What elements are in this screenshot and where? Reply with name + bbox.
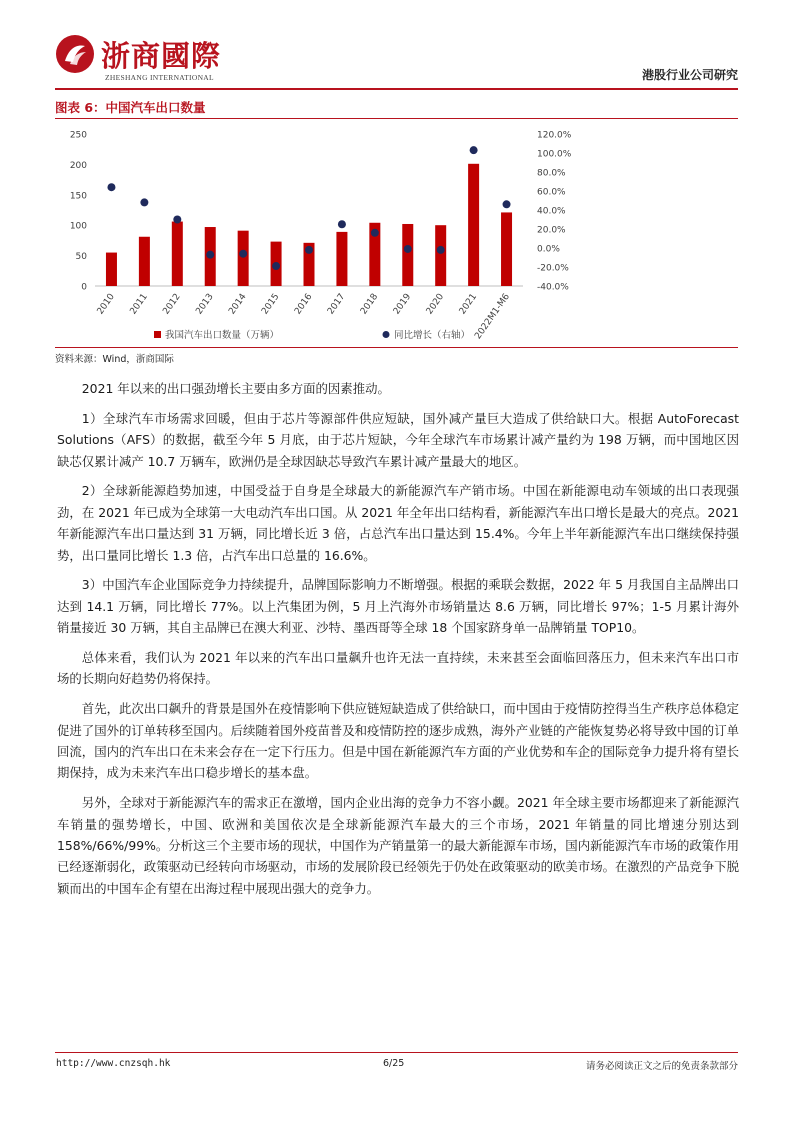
x-tick-label: 2021 [457, 291, 480, 317]
y-tick-right: 120.0% [537, 130, 572, 141]
footer-url[interactable]: http://www.cnzsqh.hk [56, 1058, 171, 1069]
x-tick-label: 2022M1-M6 [473, 291, 512, 342]
data-point [140, 198, 148, 206]
data-point [503, 200, 511, 208]
x-tick-label: 2010 [95, 291, 117, 317]
y-tick-left: 0 [81, 282, 87, 293]
data-point [107, 183, 115, 191]
figure-source: 资料来源：Wind，浙商国际 [55, 354, 174, 365]
page-header [55, 30, 738, 84]
figure-title-divider [55, 118, 738, 119]
export-chart [55, 122, 738, 346]
bar [238, 231, 249, 286]
paragraph: 首先，此次出口飙升的背景是国外在疫情影响下供应链短缺造成了供给缺口，而中国由于疫情防控得当生产秩序总体稳定促进了国外的订单转移至国内。后续随着国外疫苗普及和疫情防控的逐步成熟，海外产业链的产能恢复势必将导致中国的订单回流，国内的汽车出口在未来会存在一定下行压力。但是中国在新能源汽车方面的产业优势和车企的国际竞争力提升将有望长期保持，成为未来汽车出口稳步增长的基本盘。 [57, 701, 739, 781]
data-point [470, 146, 478, 154]
legend-bar-label: 我国汽车出口数量（万辆） [165, 330, 280, 341]
data-point [272, 262, 280, 270]
paragraph: 2）全球新能源趋势加速，中国受益于自身是全球最大的新能源汽车产销市场。中国在新能源电动车领域的出口表现强劲，在 2021 年已成为全球第一大电动汽车出口国。从 2021 年全年出口结构看，新能源汽车出口增长是最大的亮点。2021 年新能源汽车出口量达到 31 万辆，同比增长近 3 倍，占总汽车出口量达到 15.4%。今年上半年新能源汽车出口继续保持强势，出口量同比增长 1.3 倍，占汽车出口总量的 16.6%。 [57, 483, 739, 563]
x-tick-label: 2012 [161, 291, 183, 317]
legend-dot-label: 同比增长（右轴） [394, 330, 471, 341]
y-tick-left: 150 [69, 191, 87, 202]
y-tick-right: 80.0% [537, 168, 566, 179]
bar [501, 212, 512, 286]
report-type: 港股行业公司研究 [641, 68, 738, 82]
paragraph: 1）全球汽车市场需求回暖，但由于芯片等源部件供应短缺，国外减产量巨大造成了供给缺口大。根据 AutoForecast Solutions（AFS）的数据，截至今年 5 月底，由于芯片短缺，今年全球汽车市场累计减产量约为 198 万辆，而中国地区因缺芯仅累计减产 10.7 万辆车，欧洲仍是全球因缺芯导致汽车累计减产量最大的地区。 [57, 410, 739, 469]
page-number: 6/25 [383, 1058, 405, 1069]
bar [435, 225, 446, 286]
data-point [305, 246, 313, 254]
zheshang-logo-icon [55, 34, 95, 74]
data-point [437, 246, 445, 254]
bar [468, 164, 479, 286]
footer-disclaimer: 请务必阅读正文之后的免责条款部分 [585, 1061, 738, 1072]
y-tick-right: 60.0% [537, 187, 566, 198]
x-tick-label: 2013 [194, 291, 216, 317]
y-tick-right: 40.0% [537, 206, 566, 217]
paragraph: 另外，全球对于新能源汽车的需求正在激增，国内企业出海的竞争力不容小觑。2021 年全球主要市场都迎来了新能源汽车销量的强势增长，中国、欧洲和美国依次是全球新能源汽车最大的三个市场，2021 年销量的同比增速分别达到 158%/66%/99%。分析这三个主要市场的现状，中国作为产销量第一的最大新能源车市场，国内新能源汽车市场的政策作用已经逐渐弱化，政策驱动已经转向市场驱动，市场的发展阶段已经领先于仍处在政策驱动的欧美市场。在激烈的产品竞争下脱颖而出的中国车企有望在出海过程中展现出强大的竞争力。 [57, 795, 739, 896]
bar [139, 237, 150, 286]
data-point [338, 220, 346, 228]
paragraph: 2021 年以来的出口强劲增长主要由多方面的因素推动。 [81, 381, 390, 396]
bar [106, 253, 117, 286]
bar [402, 224, 413, 286]
y-tick-right: 0.0% [537, 244, 560, 255]
x-tick-label: 2015 [260, 291, 282, 317]
body-text [57, 378, 739, 908]
bar [172, 222, 183, 286]
x-tick-label: 2019 [391, 291, 414, 317]
x-tick-label: 2020 [424, 291, 447, 317]
x-tick-label: 2018 [358, 291, 381, 317]
figure-bottom-divider [55, 347, 738, 348]
legend-bar-swatch [154, 331, 161, 338]
logo-chinese-name: 浙商國際 [101, 39, 222, 73]
figure-title: 图表 6：中国汽车出口数量 [55, 100, 206, 115]
x-tick-label: 2017 [326, 291, 348, 317]
x-tick-label: 2014 [227, 291, 249, 317]
data-point [404, 245, 412, 253]
legend-dot-swatch [383, 331, 390, 338]
y-tick-left: 250 [69, 130, 87, 141]
bar [336, 232, 347, 286]
data-point [239, 250, 247, 258]
x-tick-label: 2011 [128, 291, 150, 317]
y-tick-right: 20.0% [537, 225, 566, 236]
data-point [206, 251, 214, 259]
y-tick-left: 50 [75, 252, 87, 263]
y-tick-left: 100 [69, 221, 87, 232]
x-tick-label: 2016 [293, 291, 315, 317]
y-tick-right: 100.0% [537, 149, 572, 160]
paragraph: 总体来看，我们认为 2021 年以来的汽车出口量飙升也许无法一直持续，未来甚至会面临回落压力，但未来汽车出口市场的长期向好趋势仍将保持。 [57, 650, 739, 687]
logo-english-name: ZHESHANG INTERNATIONAL [105, 73, 214, 82]
footer-divider [55, 1052, 738, 1053]
paragraph: 3）中国汽车企业国际竞争力持续提升，品牌国际影响力不断增强。根据的乘联会数据，2022 年 5 月我国自主品牌出口达到 14.1 万辆，同比增长 77%。以上汽集团为例，5 月上汽海外市场销量达 8.6 万辆，同比增长 97%；1-5 月累计海外销量接近 30 万辆，其自主品牌已在澳大利亚、沙特、墨西哥等全球 18 个国家跻身单一品牌销量 TOP10。 [57, 577, 739, 636]
data-point [371, 229, 379, 237]
y-tick-right: -20.0% [537, 263, 569, 274]
header-divider [55, 88, 738, 90]
y-tick-left: 200 [69, 160, 87, 171]
y-tick-right: -40.0% [537, 282, 569, 293]
data-point [173, 216, 181, 224]
